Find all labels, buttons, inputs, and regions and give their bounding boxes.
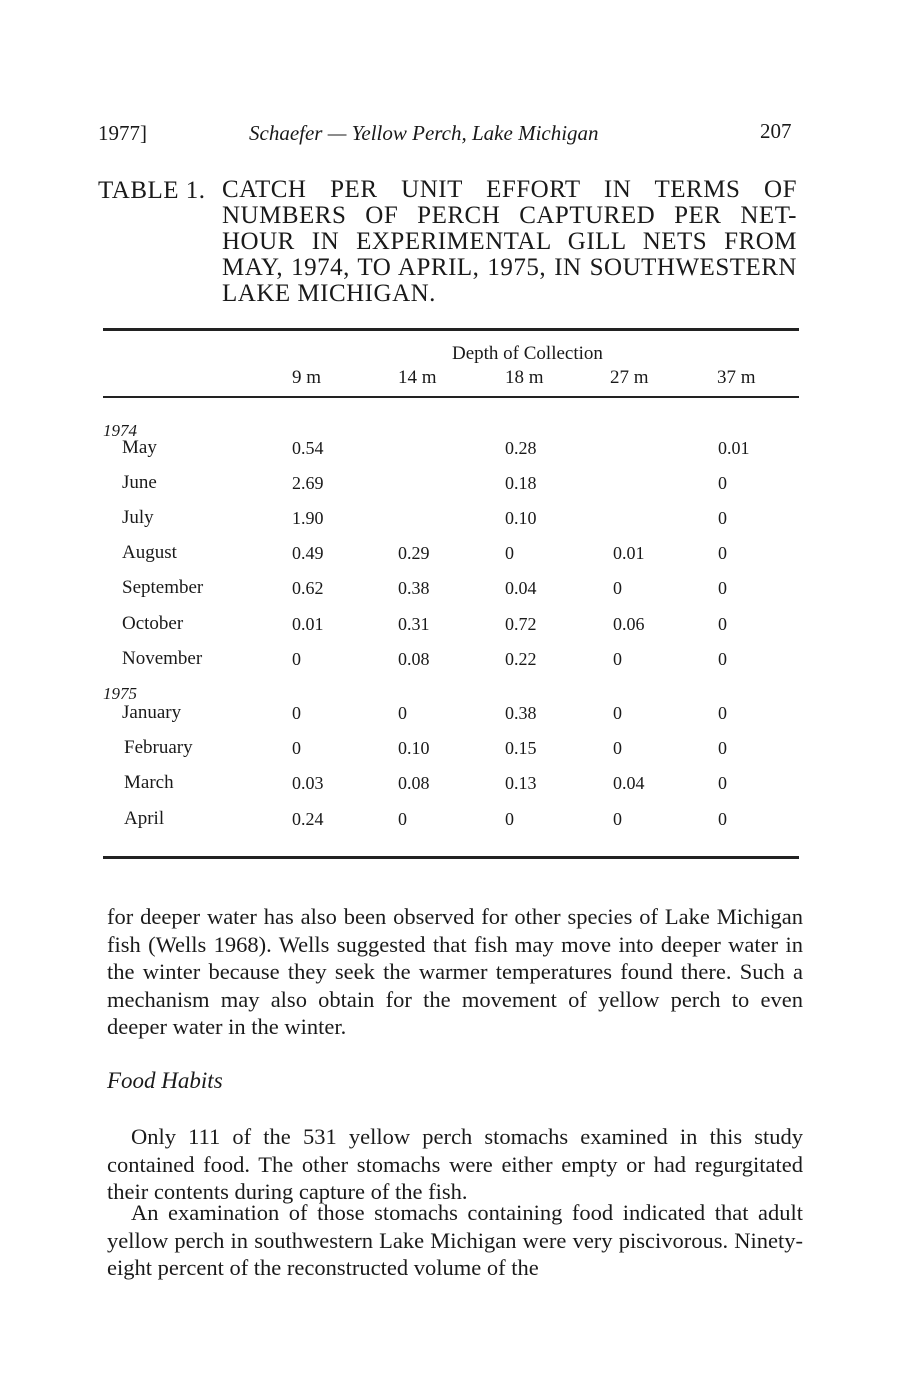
table-cell: 0 — [398, 703, 407, 723]
table-cell: 0.08 — [398, 773, 430, 793]
table-header-rule — [103, 396, 799, 398]
table-cell: 0 — [718, 809, 727, 829]
page-number: 207 — [760, 119, 792, 143]
body-paragraph: An examination of those stomachs containing food indicated that adult yellow perch in southwestern Lake Michigan were very piscivorous. Ninety-eight percent of the reconstructed volume of the — [107, 1200, 803, 1280]
column-header-9m: 9 m — [292, 367, 322, 388]
table-cell: 0.10 — [505, 508, 537, 528]
table-caption-label: TABLE 1. — [98, 177, 206, 204]
table-cell: 0 — [505, 543, 514, 563]
table-cell: 0 — [718, 614, 727, 634]
table-cell: 0 — [718, 473, 727, 493]
table-cell: 0 — [505, 809, 514, 829]
row-label-june: June — [122, 472, 157, 493]
table-cell: 0 — [718, 649, 727, 669]
table-cell: 0.62 — [292, 578, 324, 598]
table-cell: 0.54 — [292, 438, 324, 458]
table-cell: 0 — [718, 543, 727, 563]
row-label-august: August — [122, 542, 177, 563]
table-cell: 0.38 — [398, 578, 430, 598]
table-cell: 0.24 — [292, 809, 324, 829]
table-cell: 0.18 — [505, 473, 537, 493]
table-cell: 0 — [718, 578, 727, 598]
body-paragraph: Only 111 of the 531 yellow perch stomachs examined in this study contained food. The other stomachs were either empty or had regurgitated their contents during capture of the fish. — [107, 1124, 803, 1204]
table-cell: 0 — [718, 738, 727, 758]
table-cell: 0 — [292, 738, 301, 758]
row-label-november: November — [122, 648, 203, 669]
table-cell: 0 — [613, 649, 622, 669]
table-cell: 0 — [292, 703, 301, 723]
table-cell: 0 — [398, 809, 407, 829]
table-cell: 0.29 — [398, 543, 430, 563]
table-cell: 0.01 — [613, 543, 645, 563]
row-label-october: October — [122, 613, 184, 634]
table-cell: 0 — [292, 649, 301, 669]
column-header-37m: 37 m — [717, 367, 756, 388]
year-label-1975: 1975 — [103, 684, 137, 703]
table-cell: 0.10 — [398, 738, 430, 758]
table-caption-text: CATCH PER UNIT EFFORT IN TERMS OF NUMBERS OF PERCH CAPTURED PER NET-HOUR IN EXPERIMENTAL GILL NETS FROM MAY, 1974, TO APRIL, 1975, IN SOUTHWESTERN LAKE MICHIGAN. — [222, 176, 797, 307]
table-cell: 0.28 — [505, 438, 537, 458]
table-cell: 0 — [718, 703, 727, 723]
table-cell: 0.01 — [718, 438, 750, 458]
column-header-18m: 18 m — [505, 367, 544, 388]
body-paragraph: for deeper water has also been observed for other species of Lake Michigan fish (Wells 1968). Wells suggested that fish may move into deeper water in the winter because they seek the warmer temperatures found there. Such a mechanism may also obtain for the movement of yellow perch to even deeper water in the winter. — [107, 904, 803, 1039]
row-label-july: July — [122, 507, 154, 528]
table-cell: 0.01 — [292, 614, 324, 634]
row-label-may: May — [122, 437, 157, 458]
table-cell: 2.69 — [292, 473, 324, 493]
table-cell: 0.38 — [505, 703, 537, 723]
table-cell: 0 — [613, 738, 622, 758]
table-cell: 0 — [613, 578, 622, 598]
table-cell: 0.72 — [505, 614, 537, 634]
table-group-header: Depth of Collection — [452, 343, 603, 364]
header-year: 1977] — [98, 121, 147, 145]
table-cell: 0 — [718, 508, 727, 528]
table-cell: 0 — [613, 809, 622, 829]
row-label-february: February — [124, 737, 193, 758]
year-label-1974: 1974 — [103, 421, 137, 440]
table-top-rule — [103, 328, 799, 331]
table-cell: 0.06 — [613, 614, 645, 634]
table-cell: 0.13 — [505, 773, 537, 793]
section-heading: Food Habits — [107, 1068, 223, 1093]
row-label-april: April — [124, 808, 165, 829]
table-cell: 0.04 — [505, 578, 537, 598]
row-label-march: March — [124, 772, 174, 793]
column-header-27m: 27 m — [610, 367, 649, 388]
column-header-14m: 14 m — [398, 367, 437, 388]
table-bottom-rule — [103, 856, 799, 859]
table-cell: 0.49 — [292, 543, 324, 563]
table-cell: 0.31 — [398, 614, 430, 634]
row-label-september: September — [122, 577, 204, 598]
running-title: Schaefer — Yellow Perch, Lake Michigan — [249, 121, 599, 145]
table-cell: 0.03 — [292, 773, 324, 793]
table-cell: 0.22 — [505, 649, 537, 669]
table-cell: 1.90 — [292, 508, 324, 528]
table-cell: 0.15 — [505, 738, 537, 758]
row-label-january: January — [122, 702, 182, 723]
table-cell: 0 — [613, 703, 622, 723]
table-cell: 0 — [718, 773, 727, 793]
table-cell: 0.08 — [398, 649, 430, 669]
table-cell: 0.04 — [613, 773, 645, 793]
